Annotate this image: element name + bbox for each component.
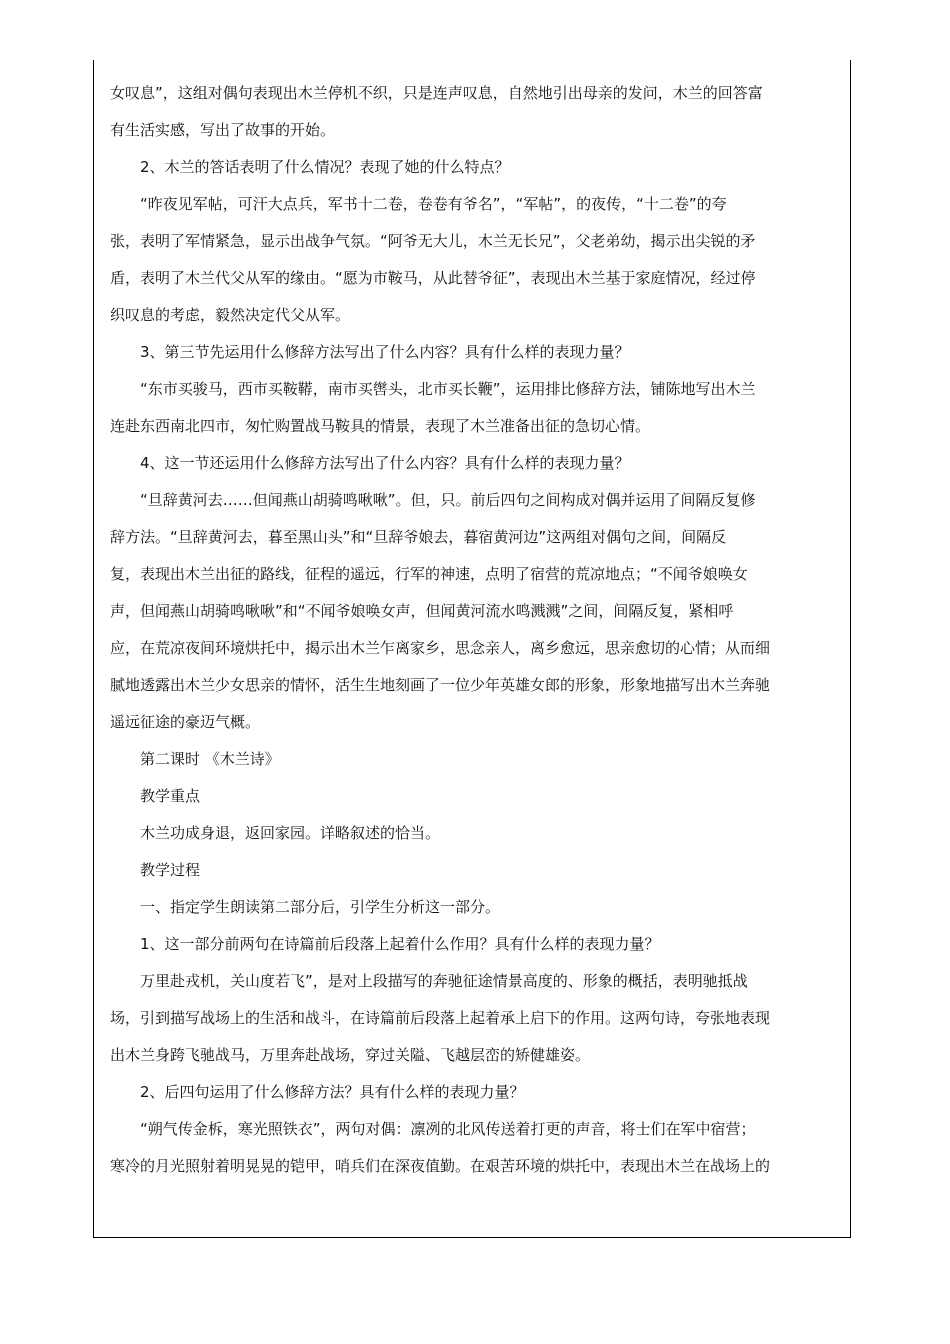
text-line: 一、指定学生朗读第二部分后，引学生分析这一部分。: [140, 898, 501, 916]
text-line: 织叹息的考虑，毅然决定代父从军。: [110, 306, 351, 324]
lesson-heading: 第二课时 《木兰诗》: [140, 750, 280, 768]
text-line: 寒冷的月光照射着明晃晃的铠甲，哨兵们在深夜值勤。在艰苦环境的烘托中，表现出木兰在战场上的: [110, 1157, 771, 1175]
question-line: 2、后四句运用了什么修辞方法？具有什么样的表现力量？: [140, 1083, 525, 1101]
document-table-cell: [93, 60, 851, 1238]
text-line: 出木兰身跨飞驰战马，万里奔赴战场，穿过关隘、飞越层峦的矫健雄姿。: [110, 1046, 591, 1064]
question-line: 2、木兰的答话表明了什么情况？表现了她的什么特点？: [140, 158, 510, 176]
text-line: 张，表明了军情紧急，显示出战争气氛。“阿爷无大儿，木兰无长兄”，父老弟幼，揭示出尖锐的矛: [110, 232, 756, 250]
question-line: 1、这一部分前两句在诗篇前后段落上起着什么作用？具有什么样的表现力量？: [140, 935, 660, 953]
text-line: 木兰功成身退，返回家园。详略叙述的恰当。: [140, 824, 441, 842]
question-line: 3、第三节先运用什么修辞方法写出了什么内容？具有什么样的表现力量？: [140, 343, 630, 361]
section-heading: 教学过程: [140, 861, 201, 879]
text-line: “朔气传金柝，寒光照铁衣”，两句对偶：凛冽的北风传送着打更的声音，将士们在军中宿营；: [140, 1120, 756, 1138]
text-line: 有生活实感，写出了故事的开始。: [110, 121, 336, 139]
text-line: 辞方法。“旦辞黄河去，暮至黑山头”和“旦辞爷娘去，暮宿黄河边”这两组对偶句之间，间隔反: [110, 528, 727, 546]
text-line: 女叹息”，这组对偶句表现出木兰停机不织，只是连声叹息，自然地引出母亲的发问，木兰的回答富: [110, 84, 763, 102]
text-line: 连赴东西南北四市，匆忙购置战马鞍具的情景，表现了木兰准备出征的急切心情。: [110, 417, 651, 435]
text-line: 盾，表明了木兰代父从军的缘由。“愿为市鞍马，从此替爷征”，表现出木兰基于家庭情况，经过停: [110, 269, 756, 287]
text-line: “昨夜见军帖，可汗大点兵，军书十二卷，卷卷有爷名”，“军帖”，的夜传，“十二卷”的夸: [140, 195, 727, 213]
text-line: 复，表现出木兰出征的路线，征程的遥远，行军的神速，点明了宿营的荒凉地点；“不闻爷娘唤女: [110, 565, 748, 583]
text-line: 万里赴戎机，关山度若飞”，是对上段描写的奔驰征途情景高度的、形象的概括，表明驰抵战: [140, 972, 748, 990]
text-line: 场，引到描写战场上的生活和战斗，在诗篇前后段落上起着承上启下的作用。这两句诗，夸张地表现: [110, 1009, 771, 1027]
text-line: “东市买骏马，西市买鞍鞯，南市买辔头，北市买长鞭”，运用排比修辞方法，铺陈地写出木兰: [140, 380, 756, 398]
text-line: 声，但闻燕山胡骑鸣啾啾”和“不闻爷娘唤女声，但闻黄河流水鸣溅溅”之间，间隔反复，紧相呼: [110, 602, 734, 620]
text-line: “旦辞黄河去……但闻燕山胡骑鸣啾啾”。但，只。前后四句之间构成对偶并运用了间隔反复修: [140, 491, 756, 509]
text-line: 遥远征途的豪迈气概。: [110, 713, 261, 731]
section-heading: 教学重点: [140, 787, 201, 805]
question-line: 4、这一节还运用什么修辞方法写出了什么内容？具有什么样的表现力量？: [140, 454, 630, 472]
text-line: 应，在荒凉夜间环境烘托中，揭示出木兰乍离家乡，思念亲人，离乡愈远，思亲愈切的心情；从而细: [110, 639, 771, 657]
document-body: [110, 75, 836, 1185]
text-line: 腻地透露出木兰少女思亲的情怀，活生生地刻画了一位少年英雄女郎的形象，形象地描写出木兰奔驰: [110, 676, 771, 694]
